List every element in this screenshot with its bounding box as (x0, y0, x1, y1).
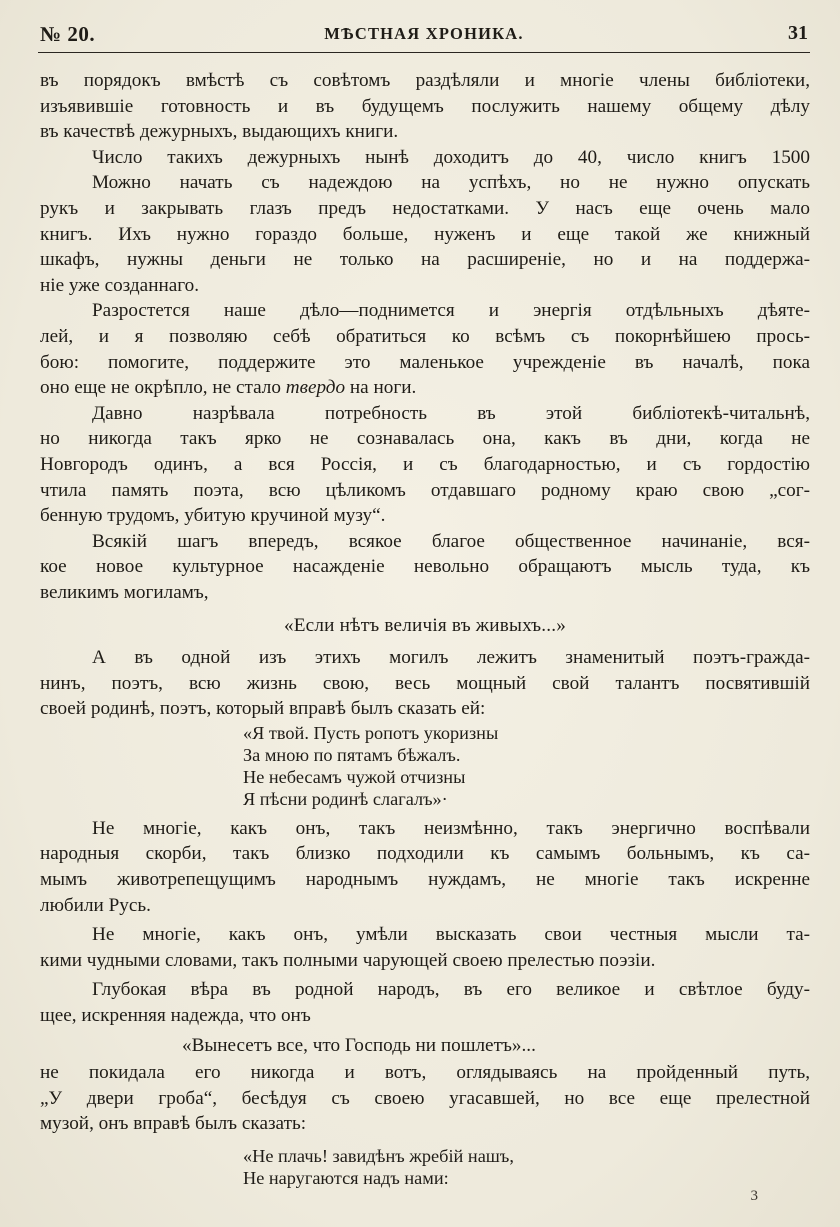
text-line: лей, и я позволяю себѣ обратиться ко всѣмъ съ покорнѣйшею прось- (40, 325, 810, 347)
verse-line: Не наругаются надъ нами: (243, 1167, 449, 1188)
quote-line: «Если нѣтъ величія въ живыхъ...» (283, 615, 567, 637)
paragraph-5 (40, 401, 810, 529)
header-rule (38, 52, 810, 53)
paragraph-7 (40, 645, 810, 722)
text-line: Всякій шагъ впередъ, всякое благое общественное начинаніе, вся- (92, 530, 810, 552)
text-line: Не многіе, какъ онъ, такъ неизмѣнно, такъ энергично воспѣвали (92, 817, 810, 839)
paragraph-3 (40, 170, 810, 298)
text-line: музой, онъ вправѣ былъ сказать: (40, 1113, 307, 1135)
paragraph-6 (40, 529, 810, 606)
text-line: Можно начать съ надеждою на успѣхъ, но не нужно опускать (92, 172, 810, 194)
text-line: рукъ и закрывать глазъ предъ недостатками. У насъ еще очень мало (40, 197, 810, 219)
signature-mark: 3 (750, 1188, 758, 1204)
paragraph-11 (40, 1060, 810, 1137)
text-line: Не многіе, какъ онъ, умѣли высказать свои честныя мысли та- (92, 924, 810, 946)
text-line: книгъ. Ихъ нужно гораздо больше, нуженъ и еще такой же книжный (40, 223, 810, 245)
text-line: не покидала его никогда и вотъ, оглядываясь на пройденный путь, (40, 1062, 810, 1084)
text-line: Новгородъ одинъ, а вся Россія, и съ благодарностью, и съ гордостію (40, 453, 810, 475)
page-number: 31 (788, 22, 808, 44)
verse-line: «Я твой. Пусть ропотъ укоризны (243, 722, 499, 743)
article-body (40, 68, 810, 1189)
text-line: бенную трудомъ, убитую кручиной музу“. (40, 505, 386, 527)
text-line: любили Русь. (40, 894, 151, 916)
verse-line: «Не плачь! завидѣнъ жребій нашъ, (243, 1145, 514, 1166)
text-line: Число такихъ дежурныхъ нынѣ доходитъ до 40, число книгъ 1500 (92, 146, 810, 168)
paragraph-1 (40, 68, 810, 145)
section-title: МѢСТНАЯ ХРОНИКА. (324, 24, 524, 43)
text-line: въ порядокъ вмѣстѣ съ совѣтомъ раздѣляли и многіе члены библіотеки, (40, 70, 810, 91)
quote-line: «Вынесетъ все, что Господь ни пошлетъ»... (182, 1034, 536, 1056)
text-line: нинъ, поэтъ, всю жизнь свою, весь мощный свой талантъ посвятившій (40, 672, 810, 694)
text-line: народныя скорби, такъ близко подходили къ самымъ больнымъ, къ са- (40, 843, 810, 865)
text-line: А въ одной изъ этихъ могилъ лежитъ знаменитый поэтъ-гражда- (92, 647, 810, 669)
text-line: великимъ могиламъ, (40, 581, 209, 603)
paragraph-4 (40, 298, 810, 400)
text-line: въ качествѣ дежурныхъ, выдающихъ книги. (40, 121, 399, 143)
text-line (40, 375, 810, 401)
paragraph-9 (40, 922, 810, 973)
text-fragment: на ноги. (345, 377, 417, 399)
text-line: бою: помогите, поддержите это маленькое учрежденіе въ началѣ, пока (40, 351, 810, 373)
text-line: „У двери гроба“, бесѣдуя съ своею угасавшей, но все еще прелестной (40, 1087, 810, 1109)
text-line: мымъ животрепещущимъ народнымъ нуждамъ, не многіе такъ искренне (40, 869, 810, 891)
text-line: Глубокая вѣра въ родной народъ, въ его великое и свѣтлое буду- (92, 979, 810, 1001)
paragraph-10 (40, 977, 810, 1028)
text-fragment: оно еще не окрѣпло, не стало (40, 377, 286, 399)
verse-line: Не небесамъ чужой отчизны (243, 766, 466, 787)
text-line: но никогда такъ ярко не сознавалась она, какъ въ дни, когда не (40, 428, 810, 450)
verse-line: За мною по пятамъ бѣжалъ. (243, 744, 461, 765)
italic-word: твердо (285, 377, 346, 399)
text-line: кими чудными словами, такъ полными чарующей своею прелестью поэзіи. (40, 949, 656, 971)
text-line: своей родинѣ, поэтъ, который вправѣ былъ сказать ей: (40, 698, 486, 720)
text-line: изъявившіе готовность и въ будущемъ послужить нашему общему дѣлу (40, 95, 810, 117)
text-line: чтила память поэта, всю цѣликомъ отдавшаго родному краю свою „сог- (40, 479, 810, 501)
text-line: кое новое культурное насажденіе невольно обращаютъ мысль туда, къ (40, 556, 810, 578)
paragraph-8 (40, 816, 810, 918)
text-line: Разростется наше дѣло—поднимется и энергія отдѣльныхъ дѣяте- (92, 300, 810, 322)
verse-block-2 (40, 1145, 810, 1189)
issue-number: № 20. (40, 22, 96, 46)
verse-block-1 (40, 722, 810, 810)
text-line: Давно назрѣвала потребность въ этой библіотекѣ-читальнѣ, (92, 402, 810, 424)
text-line: шкафъ, нужны деньги не только на расширеніе, но и на поддержа- (40, 249, 810, 271)
text-line: щее, искренняя надежда, что онъ (40, 1005, 311, 1026)
text-line: ніе уже созданнаго. (40, 274, 200, 296)
paragraph-2 (40, 145, 810, 171)
page-header (40, 22, 808, 52)
verse-line: Я пѣсни родинѣ слагалъ»· (243, 788, 448, 809)
